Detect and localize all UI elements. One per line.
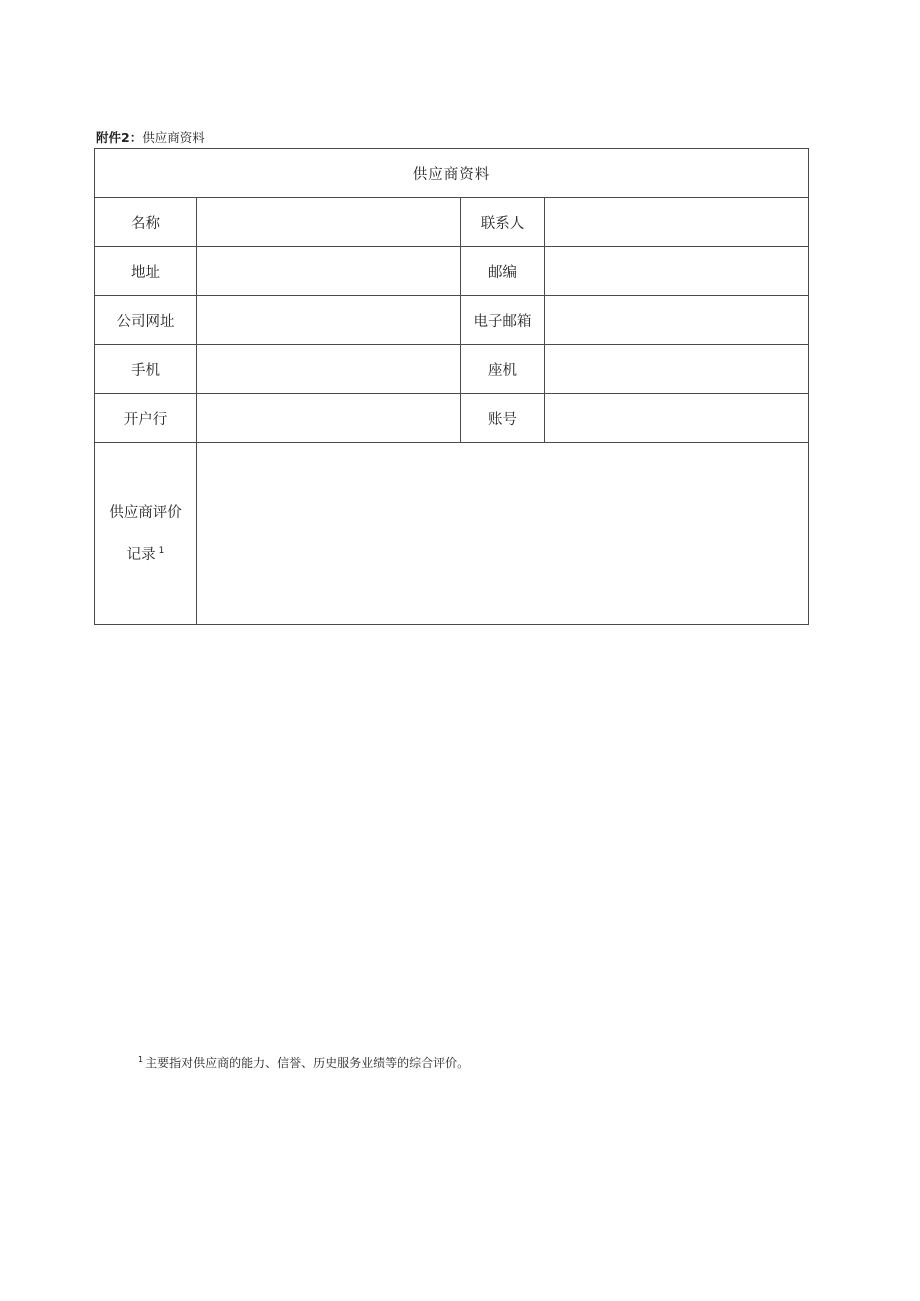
footnote-reference: 1 <box>158 545 165 556</box>
postcode-field[interactable] <box>545 247 809 296</box>
email-field[interactable] <box>545 296 809 345</box>
table-title: 供应商资料 <box>95 149 809 198</box>
mobile-label: 手机 <box>95 345 197 394</box>
address-label: 地址 <box>95 247 197 296</box>
attachment-caption <box>96 130 205 146</box>
bank-label: 开户行 <box>95 394 197 443</box>
name-field[interactable] <box>197 198 461 247</box>
mobile-field[interactable] <box>197 345 461 394</box>
account-label: 账号 <box>461 394 545 443</box>
evaluation-label <box>95 443 197 625</box>
email-label: 电子邮箱 <box>461 296 545 345</box>
evaluation-label-line2: 记录 <box>126 546 156 563</box>
website-field[interactable] <box>197 296 461 345</box>
landline-field[interactable] <box>545 345 809 394</box>
account-field[interactable] <box>545 394 809 443</box>
bank-field[interactable] <box>197 394 461 443</box>
table-row <box>95 296 809 345</box>
table-row <box>95 394 809 443</box>
table-row <box>95 345 809 394</box>
attachment-caption-text: 供应商资料 <box>142 130 205 145</box>
footnote-marker: 1 <box>138 1055 144 1064</box>
website-label: 公司网址 <box>95 296 197 345</box>
evaluation-label-line1: 供应商评价 <box>109 504 182 521</box>
supplier-info-table <box>94 148 809 625</box>
table-row <box>95 247 809 296</box>
landline-label: 座机 <box>461 345 545 394</box>
address-field[interactable] <box>197 247 461 296</box>
table-row <box>95 198 809 247</box>
contact-person-field[interactable] <box>545 198 809 247</box>
evaluation-field[interactable] <box>197 443 809 625</box>
footnote <box>138 1052 469 1071</box>
table-row <box>95 443 809 625</box>
postcode-label: 邮编 <box>461 247 545 296</box>
footnote-text: 主要指对供应商的能力、信誉、历史服务业绩等的综合评价。 <box>145 1056 470 1070</box>
attachment-prefix: 附件2： <box>96 130 143 145</box>
name-label: 名称 <box>95 198 197 247</box>
contact-person-label: 联系人 <box>461 198 545 247</box>
